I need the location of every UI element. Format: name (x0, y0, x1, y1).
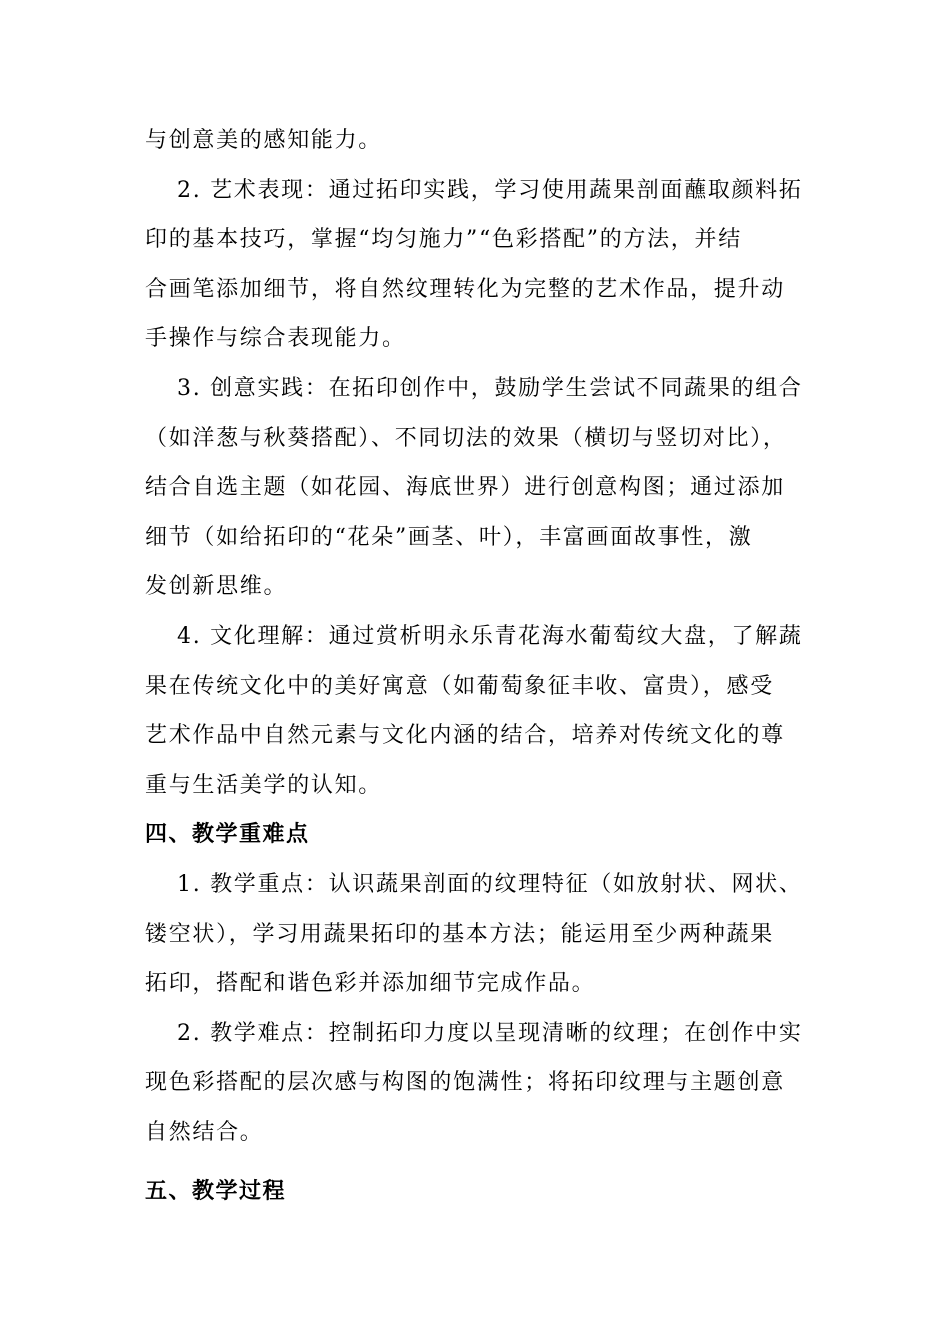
paragraph-goal-2-art-expression (145, 166, 810, 364)
text-line: 拓印，搭配和谐色彩并添加细节完成作品。 (145, 971, 596, 997)
text-line: 合画笔添加细节，将自然纹理转化为完整的艺术作品，提升动 (145, 276, 785, 302)
paragraph-goal-4-cultural-understanding (145, 612, 810, 810)
text-line: 自然结合。 (145, 1119, 264, 1145)
text-line: 结合自选主题（如花园、海底世界）进行创意构图；通过添加 (145, 475, 785, 501)
document-body (145, 116, 810, 1217)
text-line: 细节（如给拓印的“花朵”画茎、叶），丰富画面故事性，激 (145, 524, 753, 550)
text-line: 发创新思维。 (145, 574, 288, 600)
text-line: 印的基本技巧，掌握“均匀施力”“色彩搭配”的方法，并结 (145, 227, 742, 253)
paragraph-teaching-difficulties (145, 1009, 810, 1158)
text-line: （如洋葱与秋葵搭配）、不同切法的效果（横切与竖切对比）， (145, 425, 787, 451)
text-line: 2. 艺术表现：通过拓印实践，学习使用蔬果剖面蘸取颜料拓 (177, 177, 803, 203)
section-heading-teaching-process: 五、教学过程 (145, 1179, 287, 1205)
text-line: 手操作与综合表现能力。 (145, 326, 406, 352)
section-heading-key-difficult-points: 四、教学重难点 (145, 822, 310, 848)
text-line: 重与生活美学的认知。 (145, 772, 383, 798)
text-line: 3. 创意实践：在拓印创作中，鼓励学生尝试不同蔬果的组合 (177, 375, 803, 401)
paragraph-goal-3-creative-practice (145, 364, 810, 612)
paragraph-teaching-key-points (145, 860, 810, 1009)
text-line: 1. 教学重点：认识蔬果剖面的纹理特征（如放射状、网状、 (177, 871, 803, 897)
text-line: 4. 文化理解：通过赏析明永乐青花海水葡萄纹大盘，了解蔬 (177, 623, 803, 649)
text-line: 与创意美的感知能力。 (145, 128, 383, 153)
paragraph-goal-1-tail (145, 116, 810, 166)
text-line: 果在传统文化中的美好寓意（如葡萄象征丰收、富贵），感受 (145, 673, 774, 699)
text-line: 镂空状），学习用蔬果拓印的基本方法；能运用至少两种蔬果 (145, 921, 774, 947)
text-line: 艺术作品中自然元素与文化内涵的结合，培养对传统文化的尊 (145, 723, 785, 749)
text-line: 2. 教学难点：控制拓印力度以呈现清晰的纹理；在创作中实 (177, 1020, 803, 1046)
text-line: 现色彩搭配的层次感与构图的饱满性；将拓印纹理与主题创意 (145, 1070, 785, 1096)
